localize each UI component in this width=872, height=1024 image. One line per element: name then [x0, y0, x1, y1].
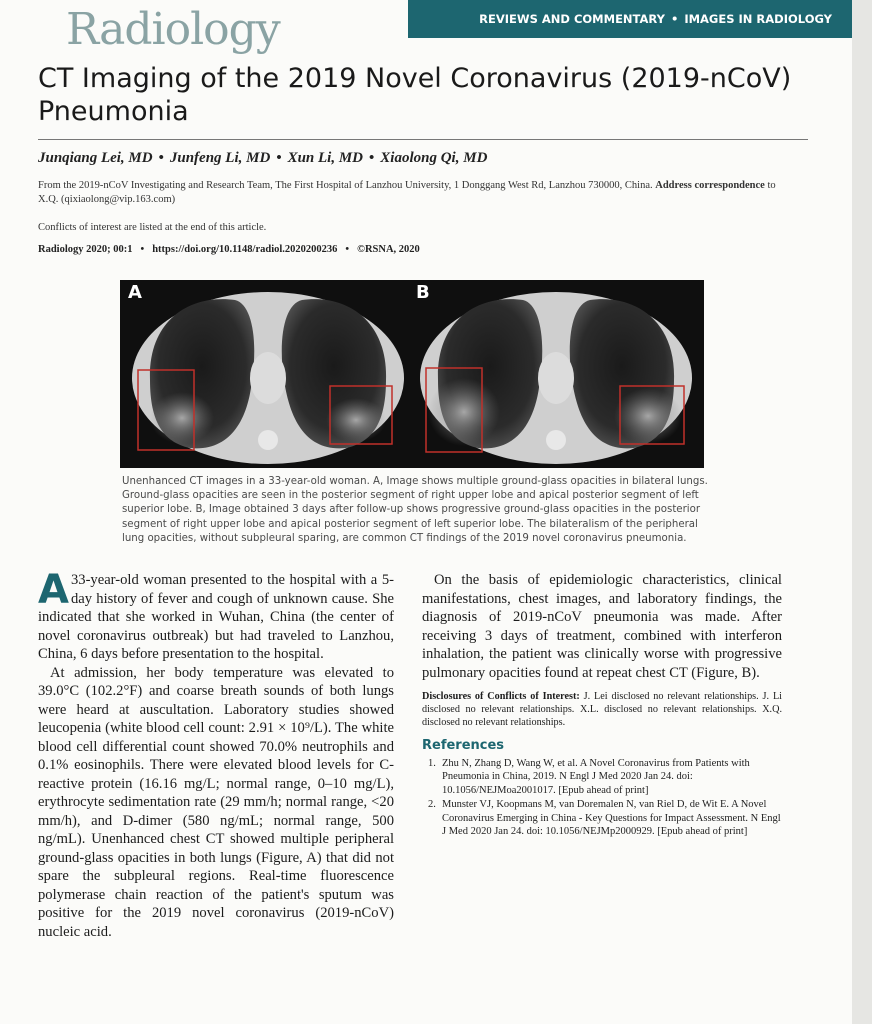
correspondence-label: Address correspondence: [655, 180, 765, 191]
ct-scan-images: [120, 280, 704, 468]
conflicts-note: Conflicts of interest are listed at the end of this article.: [38, 222, 267, 233]
subsection-label: IMAGES IN RADIOLOGY: [684, 12, 832, 26]
references-heading: References: [422, 738, 505, 753]
disclosures: Disclosures of Conflicts of Interest: J. Lei disclosed no relevant relationships. J. Li disclosed no relevant relationships. X.L. disclosed no relevant relationships. X.Q. disclosed no relevant relationships.: [422, 691, 783, 728]
journal-logo: Radiology: [66, 4, 280, 55]
paragraph: At admission, her body temperature was elevated to 39.0°C (102.2°F) and coarse breath sounds of both lungs were heard at auscultation. Laboratory studies showed leucopenia (white blood cell count: 2.91 × 10⁹/L). The white blood cell differential count showed 70.0% neutrophils and 0.1% eosinophils. There were elevated blood levels for C-reactive protein (16.16 mg/L; normal range, 0–10 mg/L), erythrocyte sedimentation rate (29 mm/h; normal range, <20 mm/h), and D-dimer (580 ng/mL; normal range, 500 ng/mL). Unenhanced chest CT showed multiple peripheral ground-glass opacities in both lungs (Figure, A) that did not spare the subpleural regions. Real-time fluorescence polymerase chain reaction of the patient's sputum was positive for the 2019 novel coronavirus (2019-nCoV) nucleic acid.: [38, 664, 394, 940]
author: Junfeng Li, MD: [169, 150, 271, 166]
separator-dot: •: [670, 12, 679, 26]
page-edge: [852, 0, 872, 1024]
paragraph: On the basis of epidemiologic characteristics, clinical manifestations, chest images, and laboratory findings, the diagnosis of 2019-nCoV pneumonia was made. After receiving 3 days of treatment, combined with interferon inhalation, the patient was clinically worse with progressive pulmonary opacities found at repeat chest CT (Figure, B).: [422, 572, 782, 681]
affiliation: From the 2019-nCoV Investigating and Research Team, The First Hospital of Lanzhou University, 1 Donggang West Rd, Lanzhou 730000, China. Address correspondence to X.Q. (qixiaolong@vip.163.com): [38, 180, 776, 205]
author: Xiaolong Qi, MD: [380, 150, 488, 166]
author-list: Junqiang Lei, MD • Junfeng Li, MD • Xun Li, MD • Xiaolong Qi, MD: [38, 150, 488, 166]
citation-doi[interactable]: https://doi.org/10.1148/radiol.2020200236: [152, 244, 338, 255]
citation-line: Radiology 2020; 00:1 • https://doi.org/10.1148/radiol.2020200236 • ©RSNA, 2020: [38, 244, 420, 255]
citation-copyright: ©RSNA, 2020: [357, 244, 420, 255]
author: Xun Li, MD: [287, 150, 364, 166]
section-label: REVIEWS AND COMMENTARY: [479, 12, 665, 26]
ct-panel-b: [420, 292, 692, 464]
figure-caption: Unenhanced CT images in a 33-year-old woman. A, Image shows multiple ground-glass opacities in bilateral lungs. Ground-glass opacities are seen in the posterior segment of right upper lobe and apical posterior segment of left superior lobe. B, Image obtained 3 days after follow-up shows progressive ground-glass opacities in the posterior segment of right upper lobe and apical posterior segment of left superior lobe. The bilateralism of the peripheral lung opacities, without subpleural sparing, are common CT findings of the 2019 novel coronavirus pneumonia.: [122, 476, 708, 544]
article-title: CT Imaging of the 2019 Novel Coronavirus (2019-nCoV) Pneumonia: [38, 63, 792, 127]
title-divider: [38, 139, 808, 140]
author: Junqiang Lei, MD: [38, 150, 153, 166]
reference-item: 2. Munster VJ, Koopmans M, van Doremalen N, van Riel D, de Wit E. A Novel Coronavirus Emerging in China - Key Questions for Impact Assessment. N Engl J Med 2020 Jan 24. doi: 10.1056/NEJMp2000929. [Epub ahead of print]: [428, 799, 781, 838]
panel-label-a: A: [128, 282, 142, 303]
ct-figure: [120, 280, 704, 468]
panel-label-b: B: [416, 282, 430, 303]
body-column-left: [38, 567, 394, 941]
drop-cap: A: [38, 567, 69, 613]
correspondence-text: to X.Q. (qixiaolong@vip.163.com): [38, 180, 776, 205]
reference-item: 1. Zhu N, Zhang D, Wang W, et al. A Novel Coronavirus from Patients with Pneumonia in China, 2019. N Engl J Med 2020 Jan 24. doi: 10.1056/NEJMoa2001017. [Epub ahead of print]: [428, 758, 750, 796]
body-column-right: [422, 571, 782, 729]
ct-panel-a: [132, 292, 404, 464]
section-banner: [408, 0, 852, 38]
paragraph: A 33-year-old woman presented to the hospital with a 5-day history of fever and cough of unknown cause. She indicated that she worked in Wuhan, China (the center of novel coronavirus outbreak) but had traveled to Lanzhou, China, 6 days before presentation to the hospital.: [38, 567, 394, 662]
references-list: [428, 757, 784, 839]
citation-volume: Radiology 2020; 00:1: [38, 244, 133, 255]
